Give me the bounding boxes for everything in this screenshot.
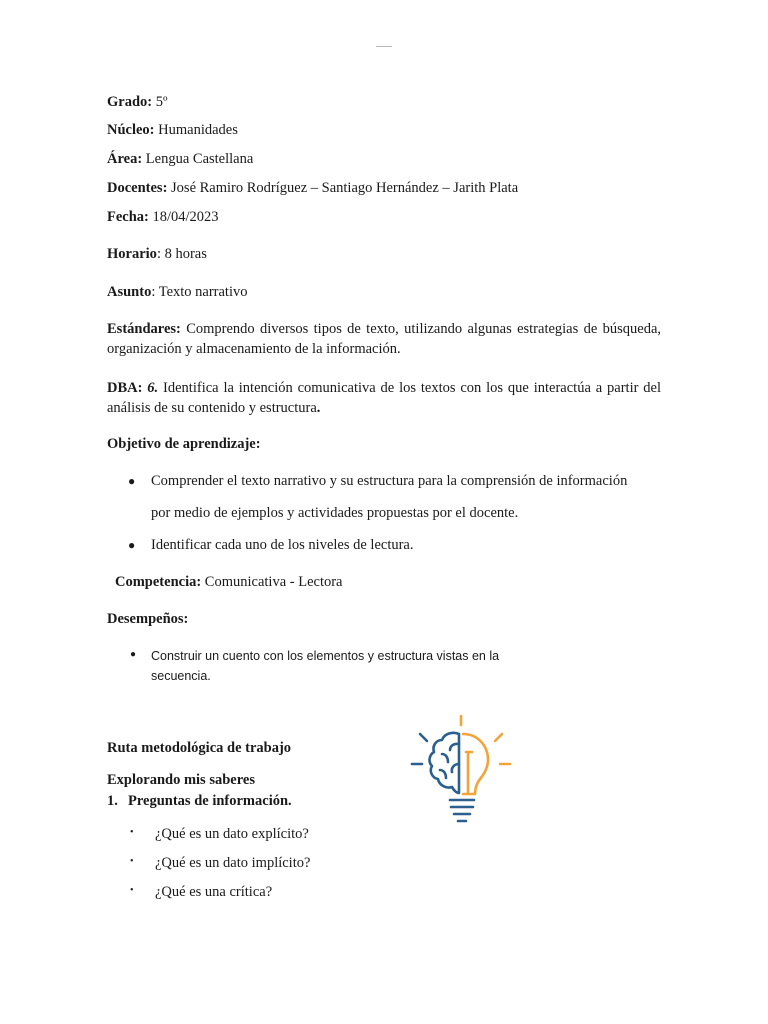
competencia-value: Comunicativa - Lectora xyxy=(201,574,343,590)
lightbulb-brain-icon xyxy=(408,712,514,828)
field-grado xyxy=(107,93,167,111)
objetivo-item-2: Identificar cada uno de los niveles de lectura. xyxy=(151,537,414,553)
step-number: 1. xyxy=(107,793,118,809)
field-value: : Texto narrativo xyxy=(151,284,248,300)
bullet-dot: • xyxy=(130,885,134,896)
field-label: Docentes: xyxy=(107,180,168,196)
field-asunto xyxy=(107,283,248,301)
field-label: Horario xyxy=(107,246,157,262)
desempeno-item-line2: secuencia. xyxy=(151,669,211,683)
estandares-text: Comprendo diversos tipos de texto, utilizando algunas estrategias de búsqueda, organización y almacenamiento de la información. xyxy=(107,321,661,357)
field-label: Fecha: xyxy=(107,209,149,225)
field-area xyxy=(107,150,253,168)
objetivo-heading: Objetivo de aprendizaje: xyxy=(107,436,261,452)
bullet-dot: • xyxy=(130,827,134,838)
dba-end: . xyxy=(316,400,321,416)
bullet-dot: ● xyxy=(128,538,136,552)
dba-text: Identifica la intención comunicativa de los textos con los que interactúa a partir del análisis de su contenido y estructura xyxy=(107,380,661,416)
field-docentes xyxy=(107,179,518,197)
field-value: : 8 horas xyxy=(156,246,207,262)
header-mark xyxy=(376,46,392,47)
ray-right-up xyxy=(495,734,502,741)
desempenos-heading: Desempeños: xyxy=(107,611,189,627)
step-title: Preguntas de información. xyxy=(128,793,292,809)
competencia-field xyxy=(115,573,343,591)
field-label: Área: xyxy=(107,151,143,167)
field-value: 5º xyxy=(152,94,168,110)
question-2: ¿Qué es un dato implícito? xyxy=(155,855,311,871)
field-value: José Ramiro Rodríguez – Santiago Hernández – Jarith Plata xyxy=(167,180,519,196)
bullet-dot: ● xyxy=(128,474,136,488)
ray-left-up xyxy=(420,734,427,741)
bullet-dot: • xyxy=(130,856,134,867)
field-label: Asunto xyxy=(107,284,152,300)
dba-number: 6. xyxy=(142,380,159,396)
field-value: 18/04/2023 xyxy=(148,209,219,225)
field-fecha xyxy=(107,208,219,226)
field-value: Humanidades xyxy=(154,122,238,138)
dba-paragraph xyxy=(107,378,661,418)
field-horario xyxy=(107,245,207,263)
desempeno-item-line1: Construir un cuento con los elementos y estructura vistas en la xyxy=(151,649,500,663)
field-label: Núcleo: xyxy=(107,122,155,138)
estandares-paragraph xyxy=(107,319,661,359)
estandares-label: Estándares: xyxy=(107,321,181,337)
ruta-heading: Ruta metodológica de trabajo xyxy=(107,740,292,756)
brain-half xyxy=(430,733,459,793)
objetivo-item-1-line2: por medio de ejemplos y actividades propuestas por el docente. xyxy=(151,505,519,521)
question-1: ¿Qué es un dato explícito? xyxy=(155,826,309,842)
objetivo-item-1-line1: Comprender el texto narrativo y su estructura para la comprensión de información xyxy=(151,473,628,489)
field-nucleo xyxy=(107,121,238,139)
bullet-dot: ● xyxy=(130,649,137,660)
ruta-subheading: Explorando mis saberes xyxy=(107,772,255,788)
competencia-label: Competencia: xyxy=(115,574,202,590)
dba-label: DBA: xyxy=(107,380,143,396)
question-3: ¿Qué es una crítica? xyxy=(155,884,273,900)
field-label: Grado: xyxy=(107,94,153,110)
field-value: Lengua Castellana xyxy=(142,151,254,167)
